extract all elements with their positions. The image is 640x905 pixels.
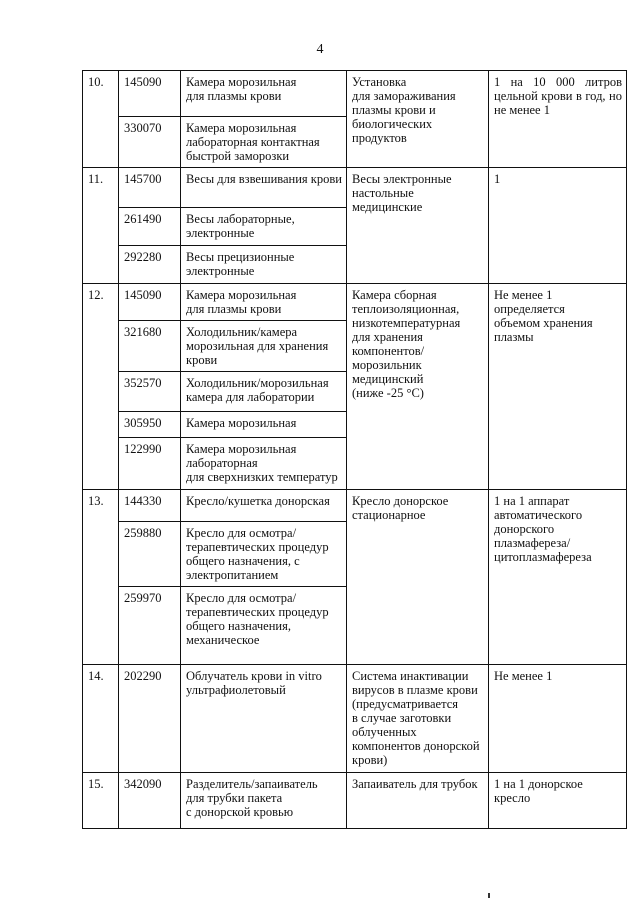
item-name: Камера морозильная лабораторная для сверхнизких температур (181, 438, 347, 490)
row-number: 12. (83, 284, 119, 490)
item-code: 259880 (119, 522, 181, 587)
item-name: Весы прецизионные электронные (181, 246, 347, 284)
scan-mark (488, 893, 490, 898)
item-code: 259970 (119, 587, 181, 665)
row-number: 11. (83, 168, 119, 284)
row-number: 14. (83, 665, 119, 773)
item-name: Разделитель/запаиватель для трубки пакета с донорской кровью (181, 773, 347, 829)
item-code: 352570 (119, 372, 181, 412)
item-name: Кресло для осмотра/ терапевтических процедур общего назначения, с электропитанием (181, 522, 347, 587)
item-code: 261490 (119, 208, 181, 246)
item-name: Весы лабораторные, электронные (181, 208, 347, 246)
item-code: 145090 (119, 284, 181, 321)
required-quantity: 1 (489, 168, 627, 284)
row-number: 13. (83, 490, 119, 665)
equipment-description: Запаиватель для трубок (347, 773, 489, 829)
item-code: 144330 (119, 490, 181, 522)
item-code: 292280 (119, 246, 181, 284)
row-number: 10. (83, 71, 119, 168)
required-quantity: 1 на 1 донорское кресло (489, 773, 627, 829)
item-name: Камера морозильная для плазмы крови (181, 71, 347, 117)
item-name: Холодильник/камера морозильная для хранения крови (181, 321, 347, 372)
required-quantity: 1 на 1 аппарат автоматического донорского плазмафереза/ цитоплазмафереза (489, 490, 627, 665)
item-name: Камера морозильная лабораторная контактная быстрой заморозки (181, 117, 347, 168)
item-code: 342090 (119, 773, 181, 829)
required-quantity: Не менее 1 определяется объемом хранения плазмы (489, 284, 627, 490)
page-number: 4 (316, 42, 324, 57)
item-name: Кресло/кушетка донорская (181, 490, 347, 522)
equipment-table (82, 70, 627, 829)
equipment-description: Система инактивации вирусов в плазме крови (предусматривается в случае заготовки облученных компонентов донорской крови) (347, 665, 489, 773)
table-row (83, 284, 627, 321)
item-name: Камера морозильная (181, 412, 347, 438)
item-name: Камера морозильная для плазмы крови (181, 284, 347, 321)
table-row (83, 490, 627, 522)
item-code: 330070 (119, 117, 181, 168)
equipment-description: Кресло донорское стационарное (347, 490, 489, 665)
item-code: 122990 (119, 438, 181, 490)
equipment-description: Установка для замораживания плазмы крови и биологических продуктов (347, 71, 489, 168)
item-code: 321680 (119, 321, 181, 372)
item-name: Холодильник/морозильная камера для лаборатории (181, 372, 347, 412)
item-code: 145700 (119, 168, 181, 208)
item-code: 305950 (119, 412, 181, 438)
item-name: Весы для взвешивания крови (181, 168, 347, 208)
item-code: 202290 (119, 665, 181, 773)
required-quantity: 1 на 10 000 литров цельной крови в год, но не менее 1 (489, 71, 627, 168)
table-row (83, 168, 627, 208)
row-number: 15. (83, 773, 119, 829)
required-quantity: Не менее 1 (489, 665, 627, 773)
item-name: Облучатель крови in vitro ультрафиолетовый (181, 665, 347, 773)
table-row (83, 773, 627, 829)
item-code: 145090 (119, 71, 181, 117)
equipment-description: Весы электронные настольные медицинские (347, 168, 489, 284)
table-row (83, 665, 627, 773)
item-name: Кресло для осмотра/ терапевтических процедур общего назначения, механическое (181, 587, 347, 665)
equipment-description: Камера сборная теплоизоляционная, низкотемпературная для хранения компонентов/ морозильник медицинский (ниже -25 °C) (347, 284, 489, 490)
table-row (83, 71, 627, 117)
